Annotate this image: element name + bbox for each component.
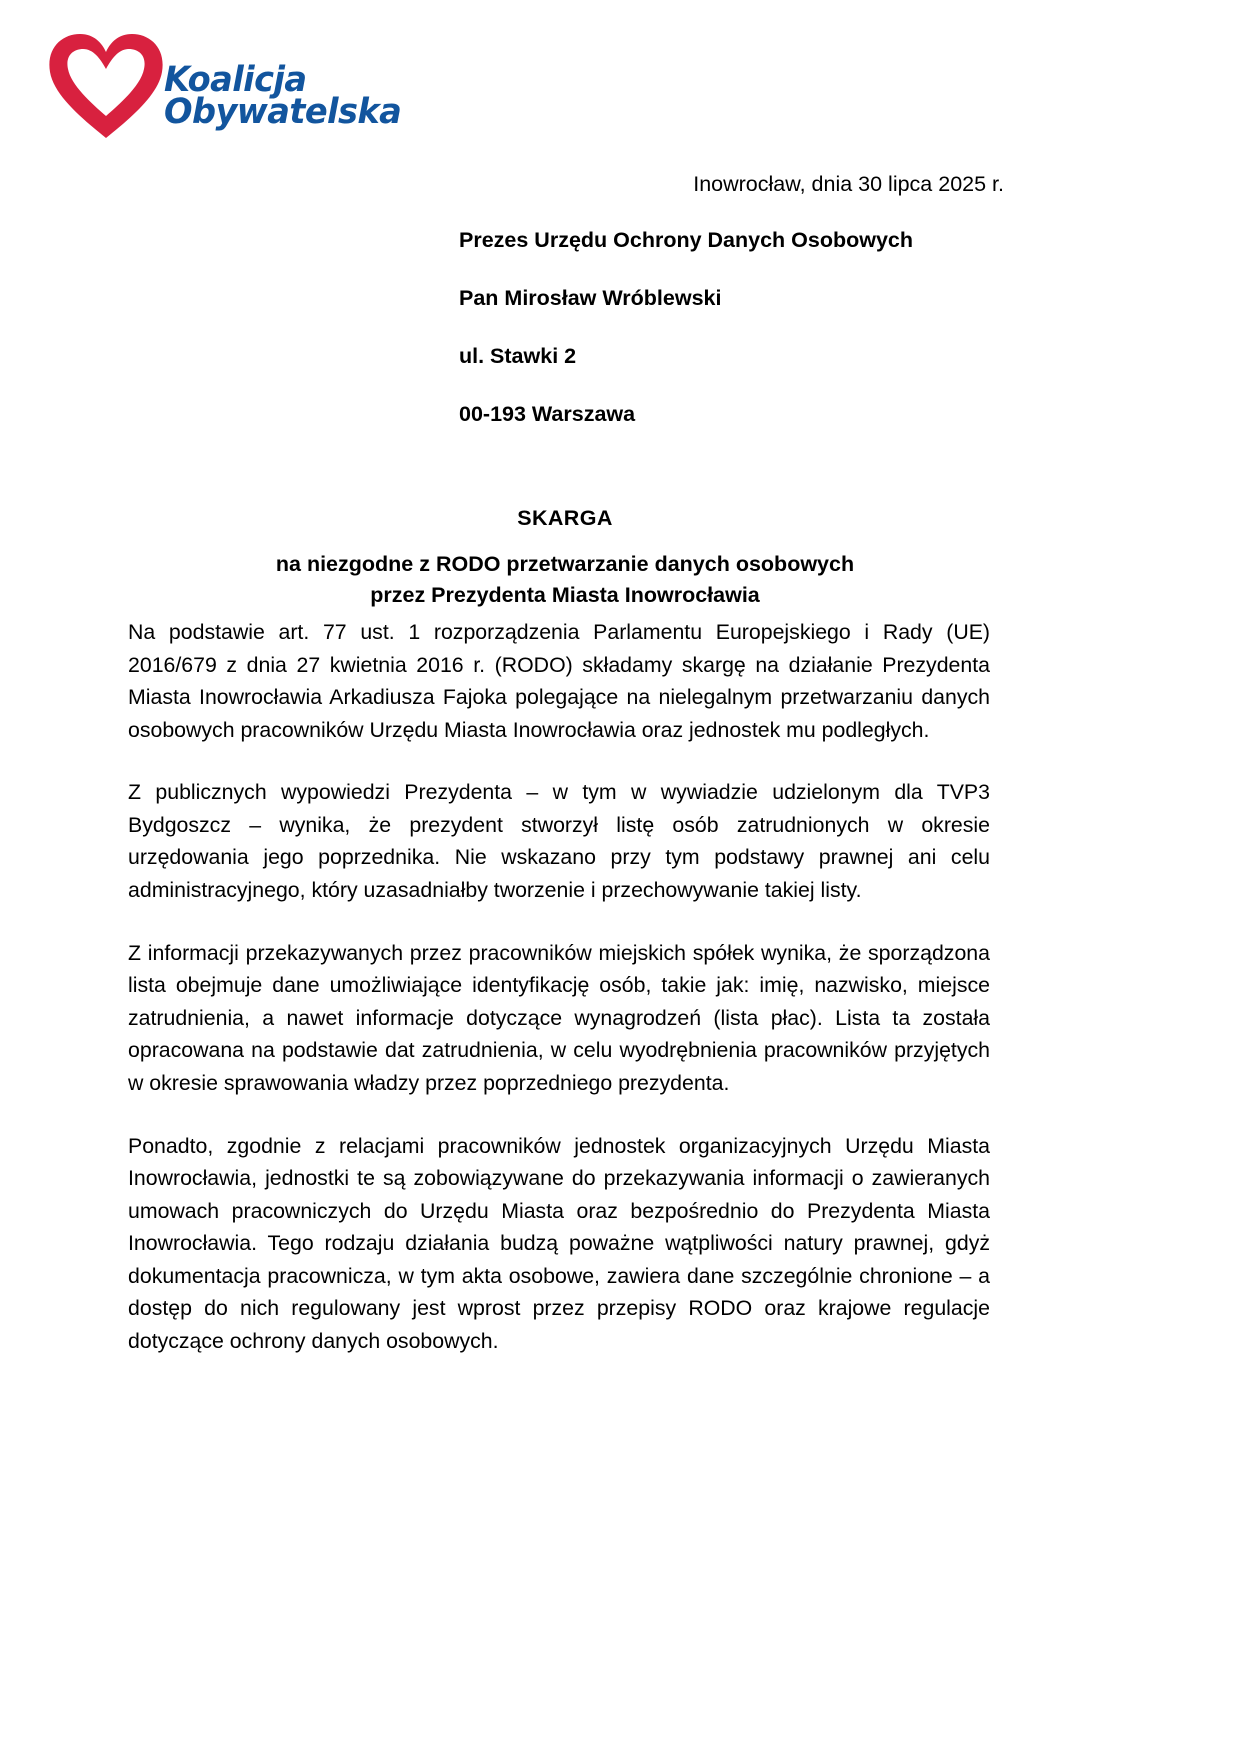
heart-icon xyxy=(44,30,168,142)
body-paragraph: Na podstawie art. 77 ust. 1 rozporządzenia Parlamentu Europejskiego i Rady (UE) 2016/679 z dnia 27 kwietnia 2016 r. (RODO) składamy skargę na działanie Prezydenta Miasta Inowrocławia Arkadiusza Fajoka polegające na nielegalnym przetwarzaniu danych osobowych pracowników Urzędu Miasta Inowrocławia oraz jednostek mu podległych. xyxy=(128,620,990,742)
logo-text-line-1: Koalicja xyxy=(164,60,307,100)
document-title-block xyxy=(120,506,1010,613)
page-title: SKARGA xyxy=(517,506,613,530)
addressee-block xyxy=(459,228,1099,427)
date-line: Inowrocław, dnia 30 lipca 2025 r. xyxy=(693,172,1004,196)
body-paragraph: Z informacji przekazywanych przez pracowników miejskich spółek wynika, że sporządzona lista obejmuje dane umożliwiające identyfikację osób, takie jak: imię, nazwisko, miejsce zatrudnienia, a nawet informacje dotyczące wynagrodzeń (lista płac). Lista ta została opracowana na podstawie dat zatrudnienia, w celu wyodrębnienia pracowników przyjętych w okresie sprawowania władzy przez poprzedniego prezydenta. xyxy=(128,940,990,1095)
document-body xyxy=(128,616,990,1358)
addressee-line-street: ul. Stawki 2 xyxy=(459,344,577,368)
body-paragraph: Ponadto, zgodnie z relacjami pracowników jednostek organizacyjnych Urzędu Miasta Inowrocławia, jednostki te są zobowiązywane do przekazywania informacji o zawieranych umowach pracowniczych do Urzędu Miasta oraz bezpośrednio do Prezydenta Miasta Inowrocławia. Tego rodzaju działania budzą poważne wątpliwości natury prawnej, gdyż dokumentacja pracownicza, w tym akta osobowe, zawiera dane szczególnie chronione – a dostęp do nich regulowany jest wprost przez przepisy RODO oraz krajowe regulacje dotyczące ochrony danych osobowych. xyxy=(128,1133,990,1353)
document-subtitle-line-1: na niezgodne z RODO przetwarzanie danych osobowych xyxy=(275,552,855,576)
document-subtitle-line-2: przez Prezydenta Miasta Inowrocławia xyxy=(370,583,760,608)
koalicja-obywatelska-logo xyxy=(44,28,464,140)
addressee-line-office: Prezes Urzędu Ochrony Danych Osobowych xyxy=(459,228,914,252)
logo-text-line-2: Obywatelska xyxy=(164,92,402,133)
body-paragraph: Z publicznych wypowiedzi Prezydenta – w tym w wywiadzie udzielonym dla TVP3 Bydgoszcz – wynika, że prezydent stworzył listę osób zatrudnionych w okresie urzędowania jego poprzednika. Nie wskazano przy tym podstawy prawnej ani celu administracyjnego, który uzasadniałby tworzenie i przechowywanie takiej listy. xyxy=(128,780,990,903)
logo-wordmark xyxy=(164,60,464,133)
addressee-line-city: 00-193 Warszawa xyxy=(459,402,636,426)
addressee-line-person: Pan Mirosław Wróblewski xyxy=(459,286,722,310)
